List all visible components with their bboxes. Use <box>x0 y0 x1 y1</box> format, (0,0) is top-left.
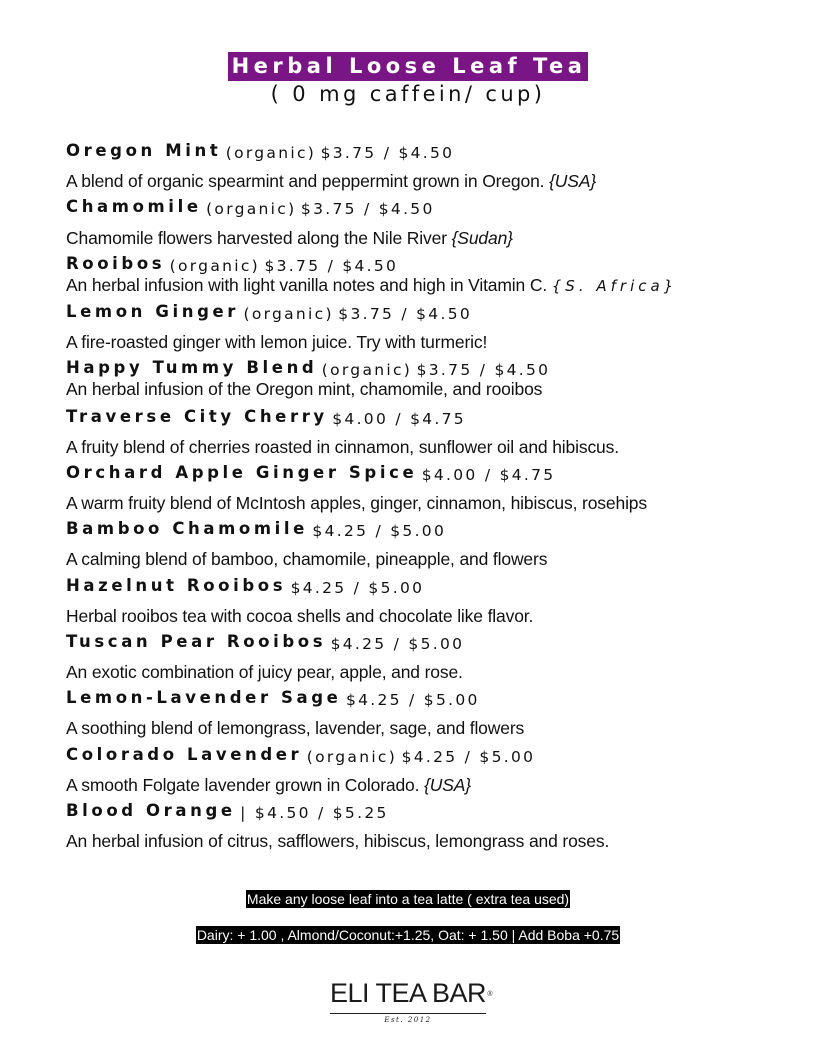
menu-item <box>66 518 786 570</box>
item-description: An herbal infusion of the Oregon mint, chamomile, and rooibos <box>66 379 543 399</box>
item-price: | $4.50 / $5.25 <box>240 804 389 822</box>
item-name: Rooibos <box>66 254 166 273</box>
item-description: An exotic combination of juicy pear, apple, and rose. <box>66 662 463 682</box>
item-name: Colorado Lavender <box>66 745 303 764</box>
menu-item <box>66 140 786 192</box>
item-name: Bamboo Chamomile <box>66 519 308 538</box>
milk-options <box>0 925 816 945</box>
item-price: $4.25 / $5.00 <box>401 748 536 766</box>
menu-item <box>66 406 786 458</box>
brand-logo <box>0 978 816 1024</box>
item-price: $4.25 / $5.00 <box>345 691 480 709</box>
menu-header <box>0 52 816 106</box>
item-organic: (organic) <box>306 748 398 766</box>
menu-item <box>66 575 786 627</box>
item-price: $4.00 / $4.75 <box>421 466 556 484</box>
item-price: $3.75 / $4.50 <box>416 361 551 379</box>
item-description: A warm fruity blend of McIntosh apples, ginger, cinnamon, hibiscus, rosehips <box>66 493 647 513</box>
menu-item <box>66 301 786 353</box>
menu-item <box>66 744 786 796</box>
item-price: $4.00 / $4.75 <box>332 410 466 428</box>
item-name: Blood Orange <box>66 801 236 820</box>
item-organic: (organic) <box>243 305 334 323</box>
item-price: $4.25 / $5.00 <box>330 635 465 653</box>
menu-item <box>66 196 786 249</box>
menu-item <box>66 253 786 297</box>
item-description: A blend of organic spearmint and peppermint grown in Oregon. <box>66 171 545 191</box>
menu-item <box>66 357 786 400</box>
item-name: Oregon Mint <box>66 141 222 160</box>
item-price: $4.25 / $5.00 <box>290 579 425 597</box>
latte-note-text: Make any loose leaf into a tea latte ( extra tea used) <box>246 891 570 907</box>
item-description: An herbal infusion with light vanilla notes and high in Vitamin C. <box>66 275 548 295</box>
item-name: Happy Tummy Blend <box>66 358 318 377</box>
item-name: Orchard Apple Ginger Spice <box>66 463 418 482</box>
page-title: Herbal Loose Leaf Tea <box>228 52 589 81</box>
menu-item <box>66 687 786 739</box>
item-price: $3.75 / $4.50 <box>300 200 435 218</box>
registered-mark: ® <box>487 991 493 998</box>
item-description: A smooth Folgate lavender grown in Colorado. <box>66 775 420 795</box>
item-origin: {S. Africa} <box>551 277 678 295</box>
item-description: A fruity blend of cherries roasted in cinnamon, sunflower oil and hibiscus. <box>66 437 619 457</box>
item-origin: {USA} <box>549 171 597 191</box>
item-organic: (organic) <box>321 361 413 379</box>
menu-item <box>66 631 786 683</box>
item-name: Tuscan Pear Rooibos <box>66 632 327 651</box>
item-name: Traverse City Cherry <box>66 407 328 426</box>
latte-note <box>0 889 816 909</box>
item-price: $4.25 / $5.00 <box>312 522 447 540</box>
item-description: An herbal infusion of citrus, safflowers, hibiscus, lemongrass and roses. <box>66 831 610 851</box>
menu-item <box>66 800 786 852</box>
item-description: A fire-roasted ginger with lemon juice. Try with turmeric! <box>66 332 488 352</box>
item-origin: {Sudan} <box>451 228 513 248</box>
item-price: $3.75 / $4.50 <box>320 144 455 162</box>
logo-name-text: ELI TEA BAR <box>329 978 487 1008</box>
item-name: Lemon Ginger <box>66 302 240 321</box>
item-price: $3.75 / $4.50 <box>338 305 473 323</box>
item-description: A soothing blend of lemongrass, lavender, sage, and flowers <box>66 718 525 738</box>
menu-item <box>66 462 786 514</box>
item-description: Chamomile flowers harvested along the Nile River <box>66 228 447 248</box>
item-price: $3.75 / $4.50 <box>264 257 399 275</box>
item-description: A calming blend of bamboo, chamomile, pineapple, and flowers <box>66 549 548 569</box>
item-organic: (organic) <box>169 257 261 275</box>
item-name: Lemon-Lavender Sage <box>66 688 342 707</box>
logo-established: Est. 2012 <box>384 1016 432 1024</box>
milk-options-text: Dairy: + 1.00 , Almond/Coconut:+1.25, Oat: + 1.50 | Add Boba +0.75 <box>196 927 620 943</box>
item-description: Herbal rooibos tea with cocoa shells and chocolate like flavor. <box>66 606 534 626</box>
caffeine-note: ( 0 mg caffein/ cup) <box>270 82 546 106</box>
item-name: Chamomile <box>66 197 202 216</box>
logo-wordmark <box>329 978 493 1014</box>
item-organic: (organic) <box>206 200 297 218</box>
item-origin: {USA} <box>424 775 471 795</box>
item-name: Hazelnut Rooibos <box>66 576 287 595</box>
item-organic: (organic) <box>225 144 317 162</box>
